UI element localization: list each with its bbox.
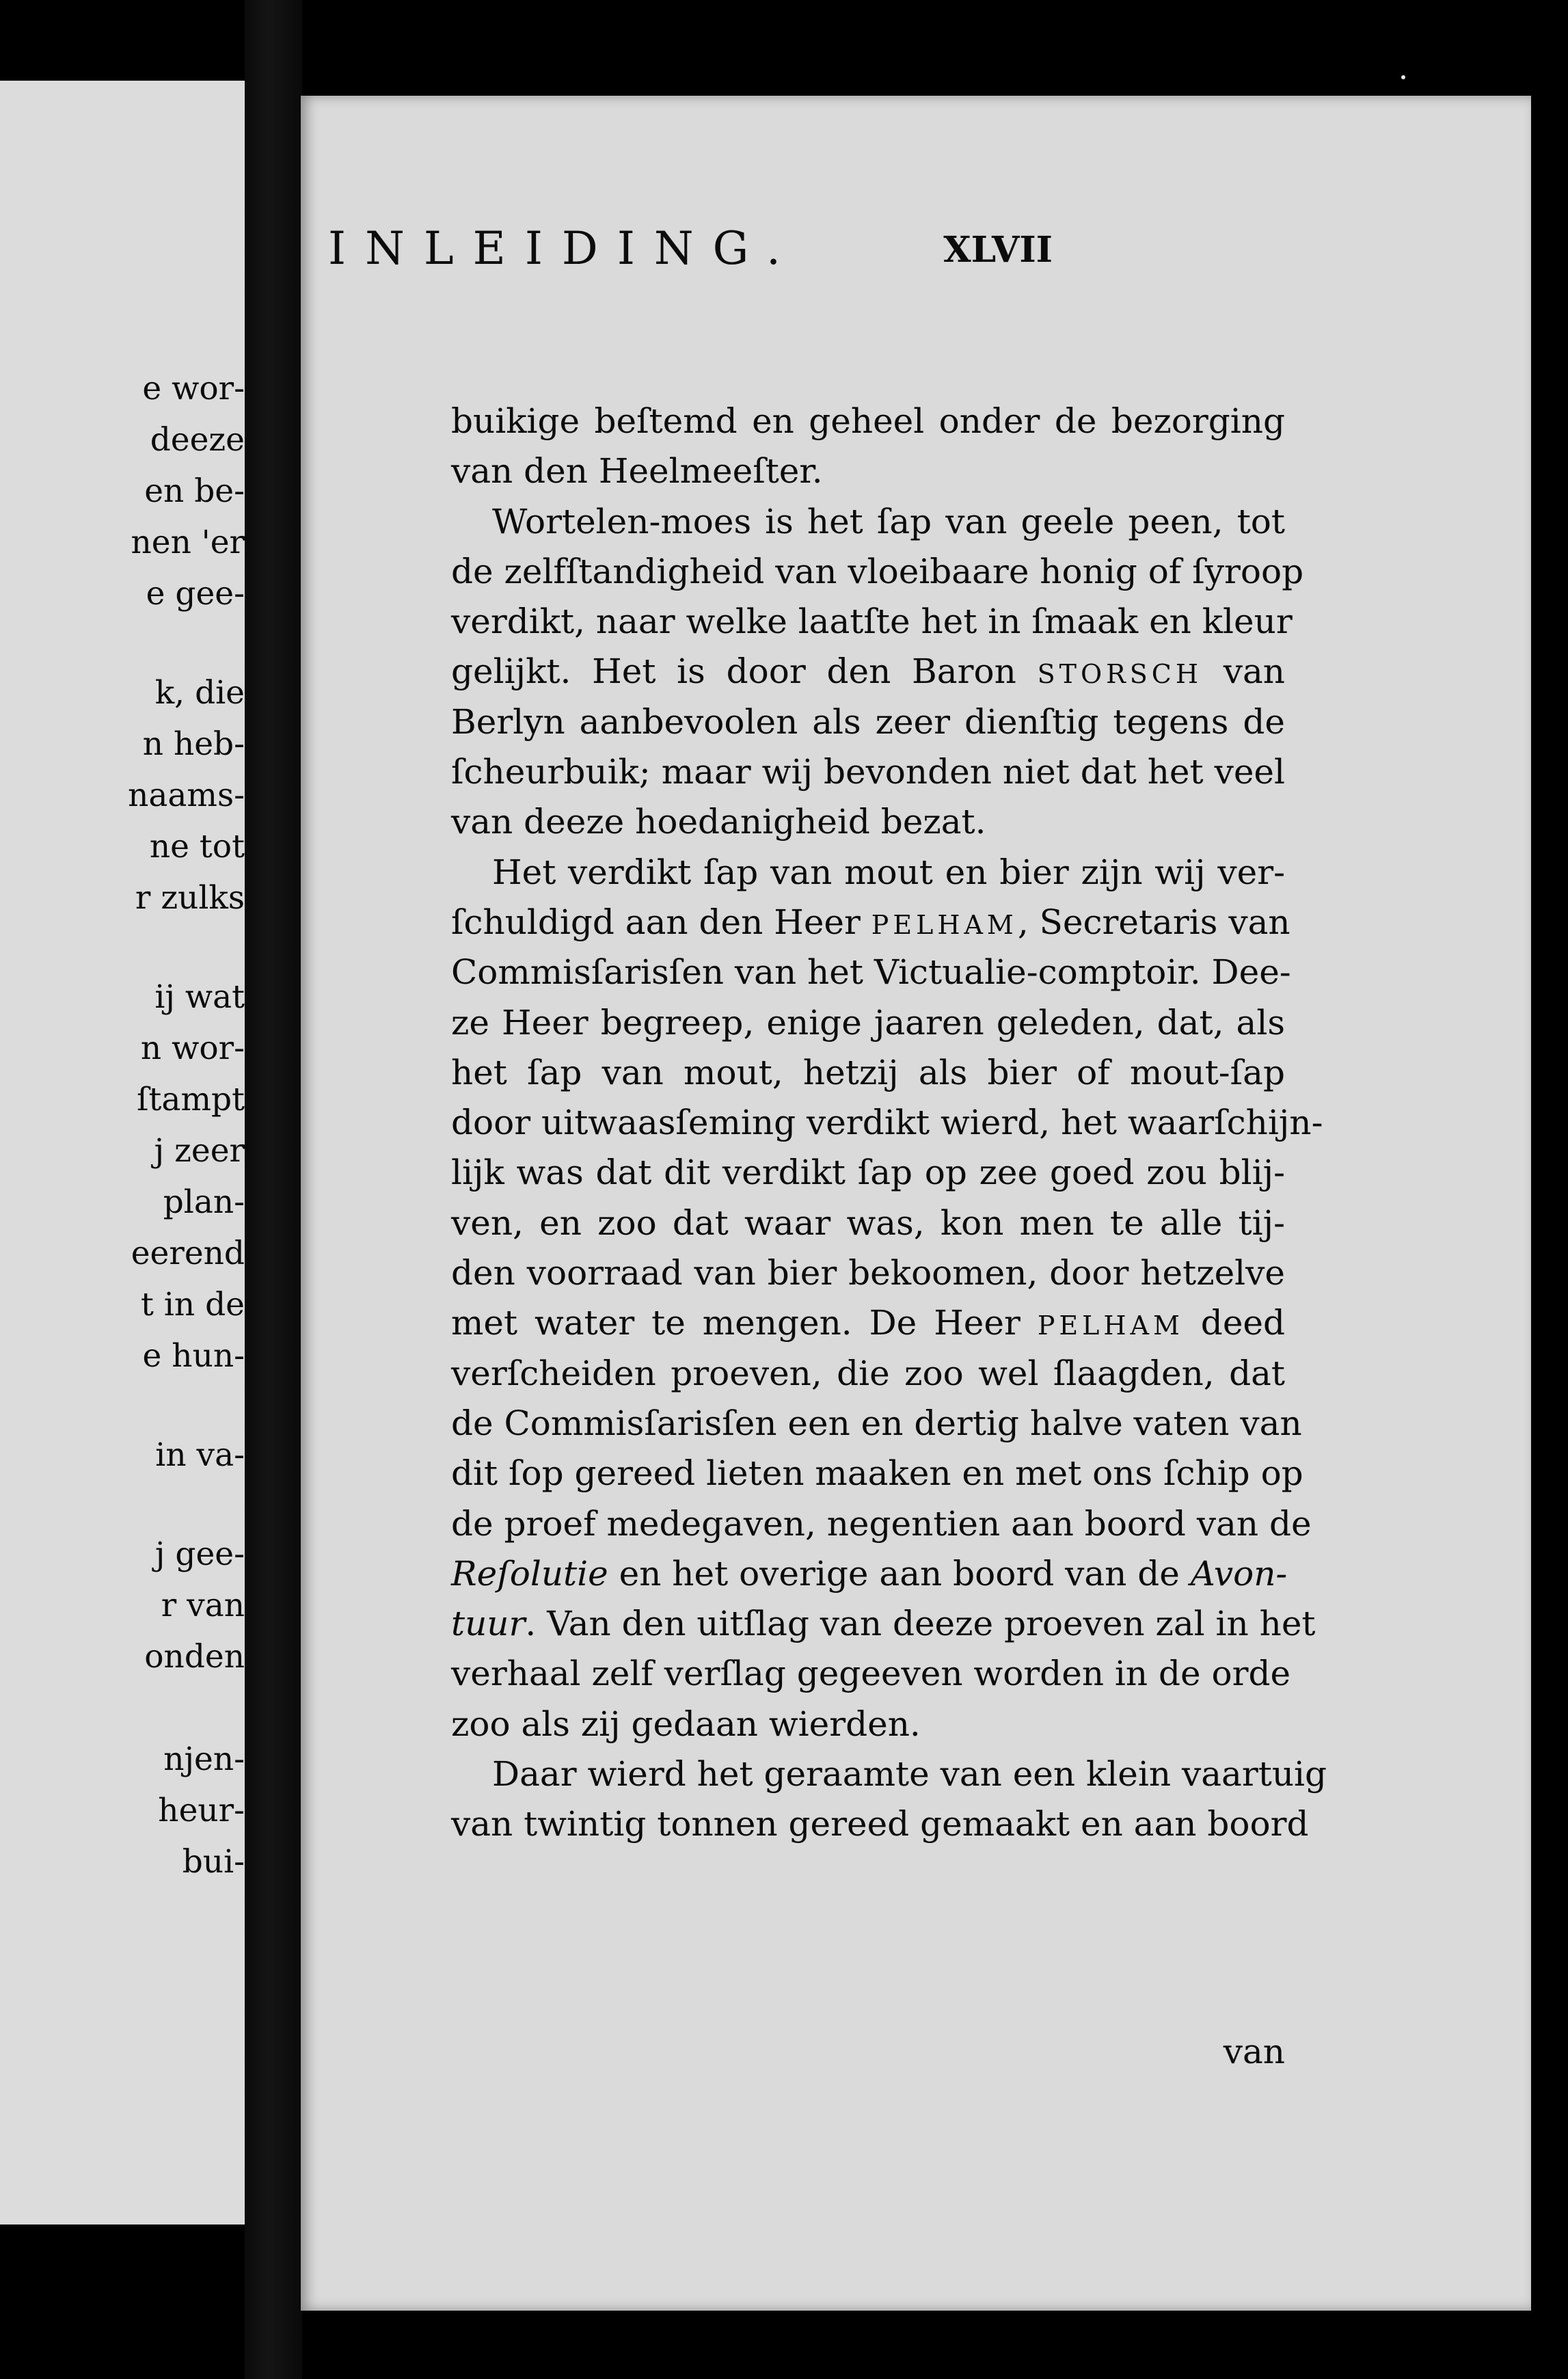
text-segment: van deeze hoedanigheid bezat. bbox=[451, 802, 986, 842]
text-line bbox=[451, 547, 1304, 597]
text-segment: ven, en zoo dat waar was, kon men te alle tij- bbox=[451, 1202, 1285, 1243]
left-page-line: ne tot bbox=[149, 828, 245, 865]
text-segment: Het verdikt ſap van mout en bier zijn wij ver- bbox=[492, 852, 1285, 892]
text-line bbox=[451, 797, 1285, 847]
text-segment: en het overige aan boord van de bbox=[608, 1553, 1191, 1594]
text-segment: den voorraad van bier bekoomen, door hetzelve bbox=[451, 1253, 1285, 1293]
text-segment: met water te mengen. De Heer bbox=[451, 1303, 1038, 1343]
left-page-fragment bbox=[0, 81, 275, 2225]
left-page-line: bui- bbox=[182, 1843, 245, 1881]
text-line bbox=[451, 1399, 1302, 1449]
text-line bbox=[451, 1148, 1285, 1198]
left-page-line: plan- bbox=[163, 1183, 245, 1221]
text-segment: verdikt, naar welke laatſte het in ſmaak en kleur bbox=[451, 602, 1293, 642]
italic-name: Avon- bbox=[1190, 1553, 1288, 1594]
text-segment: door uitwaasſeming verdikt wierd, het waarſchijn- bbox=[451, 1103, 1323, 1143]
text-line bbox=[451, 848, 1285, 898]
text-segment: Commisſarisſen van het Victualie-comptoir. Dee- bbox=[451, 952, 1291, 993]
text-line bbox=[451, 1599, 1316, 1649]
left-page-line: njen- bbox=[163, 1740, 245, 1778]
text-line bbox=[451, 1349, 1285, 1399]
left-page-line: en be- bbox=[144, 472, 245, 510]
text-line bbox=[451, 497, 1285, 547]
text-segment: Daar wierd het geraamte van een klein vaartuig bbox=[492, 1754, 1327, 1795]
text-segment: de zelfſtandigheid van vloeibaare honig of ſyroop bbox=[451, 551, 1304, 591]
left-page-line: in va- bbox=[155, 1436, 245, 1474]
left-page-line: onden bbox=[144, 1638, 245, 1676]
text-line bbox=[451, 1549, 1288, 1599]
text-segment: . Van den uitſlag van deeze proeven zal in het bbox=[525, 1604, 1316, 1644]
text-line bbox=[451, 1098, 1323, 1148]
text-line bbox=[451, 597, 1293, 647]
text-line bbox=[451, 396, 1285, 446]
text-segment: buikige beſtemd en geheel onder de bezorging bbox=[451, 401, 1285, 441]
body-lines bbox=[451, 396, 1327, 1850]
text-segment: Berlyn aanbevoolen als zeer dienſtig tegens de bbox=[451, 701, 1285, 742]
left-page-line: nen 'er bbox=[131, 524, 245, 561]
small-caps-name: PELHAM bbox=[871, 909, 1018, 940]
left-page-line: e hun- bbox=[142, 1337, 245, 1375]
text-line bbox=[451, 998, 1285, 1048]
text-segment: de Commisſarisſen een en dertig halve vaten van bbox=[451, 1403, 1302, 1443]
text-line bbox=[451, 1649, 1291, 1699]
text-segment: gelijkt. Het is door den Baron bbox=[451, 651, 1038, 692]
left-page-line: naams- bbox=[128, 777, 245, 814]
text-line bbox=[451, 697, 1285, 747]
text-segment: verſcheiden proeven, die zoo wel ſlaagden, dat bbox=[451, 1353, 1285, 1393]
body-text bbox=[451, 396, 1327, 2071]
text-line bbox=[451, 1799, 1309, 1849]
text-segment: zoo als zij gedaan wierden. bbox=[451, 1704, 921, 1744]
left-page-line: r zulks bbox=[135, 879, 245, 917]
running-head bbox=[328, 222, 1053, 284]
left-page-line: n wor- bbox=[140, 1030, 245, 1067]
catchword: van bbox=[1223, 2032, 1285, 2071]
small-caps-name: PELHAM bbox=[1037, 1311, 1184, 1341]
text-line bbox=[451, 1499, 1312, 1549]
left-page-line: e wor- bbox=[142, 370, 245, 407]
paper-speck bbox=[1401, 75, 1405, 79]
text-line bbox=[451, 1699, 1285, 1749]
running-head-title: INLEIDING. bbox=[328, 222, 800, 275]
text-segment: Wortelen-moes is het ſap van geele peen, tot bbox=[492, 501, 1285, 541]
left-page-line: ſtampt bbox=[137, 1081, 245, 1118]
left-page-line: heur- bbox=[158, 1792, 245, 1829]
left-page-line: n heb- bbox=[142, 725, 245, 763]
left-page-line: ij wat bbox=[154, 978, 245, 1016]
text-line bbox=[451, 1749, 1327, 1799]
text-segment: ſchuldigd aan den Heer bbox=[451, 902, 871, 942]
text-line bbox=[451, 1449, 1303, 1498]
left-page-line: eerend bbox=[131, 1235, 245, 1272]
left-page-line: t in de bbox=[141, 1286, 245, 1323]
left-page-line: k, die bbox=[154, 674, 245, 712]
text-segment: ſcheurbuik; maar wij bevonden niet dat het veel bbox=[451, 752, 1285, 792]
book-gutter bbox=[245, 0, 302, 2379]
text-segment: dit ſop gereed lieten maaken en met ons ſchip op bbox=[451, 1453, 1303, 1494]
left-page-line: e gee- bbox=[146, 575, 245, 613]
text-segment: van den Heelmeeſter. bbox=[451, 451, 823, 492]
italic-name: Reſolutie bbox=[451, 1553, 608, 1594]
text-line bbox=[451, 898, 1290, 947]
italic-name: tuur bbox=[451, 1604, 526, 1644]
text-line bbox=[451, 647, 1285, 697]
text-segment: ze Heer begreep, enige jaaren geleden, dat, als bbox=[451, 1002, 1285, 1043]
left-page-line: deeze bbox=[150, 421, 245, 459]
text-segment: lijk was dat dit verdikt ſap op zee goed zou blij- bbox=[451, 1153, 1285, 1193]
text-line bbox=[451, 747, 1285, 797]
text-line bbox=[451, 947, 1291, 997]
left-page-line: r van bbox=[161, 1587, 245, 1624]
text-segment: de proef medegaven, negentien aan boord van de bbox=[451, 1503, 1312, 1544]
text-segment: deed bbox=[1183, 1303, 1285, 1343]
text-line bbox=[451, 1298, 1285, 1348]
text-segment: verhaal zelf verſlag gegeeven worden in de orde bbox=[451, 1654, 1291, 1694]
small-caps-name: STORSCH bbox=[1037, 659, 1202, 690]
left-page-line: j gee- bbox=[154, 1535, 245, 1573]
left-page-line: j zeer bbox=[154, 1132, 245, 1170]
text-segment: het ſap van mout, hetzij als bier of mout-ſap bbox=[451, 1052, 1285, 1092]
text-line bbox=[451, 1048, 1285, 1098]
page-number: XLVII bbox=[943, 229, 1053, 271]
text-line bbox=[451, 1248, 1285, 1298]
text-line bbox=[451, 1198, 1285, 1248]
text-line bbox=[451, 446, 1285, 496]
text-segment: van bbox=[1202, 651, 1285, 692]
text-segment: van twintig tonnen gereed gemaakt en aan boord bbox=[451, 1804, 1309, 1844]
text-segment: , Secretaris van bbox=[1017, 902, 1290, 942]
